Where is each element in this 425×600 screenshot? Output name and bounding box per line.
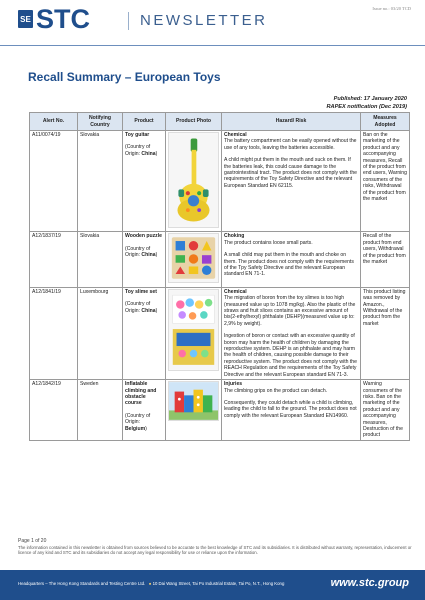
hazard-title: Chemical <box>224 288 247 295</box>
table-row <box>30 232 410 287</box>
header-divider <box>0 45 425 46</box>
notifying-country: Slovakia <box>78 131 123 232</box>
alert-no: A12/1842/19 <box>30 380 78 441</box>
stc-logo-mark: SE <box>18 10 33 28</box>
toy-slime-set-photo <box>168 289 219 371</box>
hazard-consequence: Ingestion of boron or contact with an excessive quantity of boron may harm the health of children by damaging the reproductive system. DEHP is an phthalate and may harm the health of children, causing possible damage to their reproductive system. The product does not comply with the REACH Regulation and the requirements of the Toy Safety Directive and the relevant European standard EN 71-3. <box>224 333 357 378</box>
header-notifying-country: Notifying Country <box>78 113 123 131</box>
headquarters: Headquarters – The Hong Kong Standards and Testing Centre Ltd. <box>18 581 146 586</box>
published-date: Published: 17 January 2020 <box>333 96 407 102</box>
website-link[interactable]: www.stc.group <box>330 577 409 589</box>
product-photo-cell <box>166 380 222 441</box>
notifying-country: Sweden <box>78 380 123 441</box>
wooden-puzzle-photo <box>168 233 219 283</box>
product-photo-cell <box>166 232 222 287</box>
hazard-consequence: A child might put them in the mouth and suck on them. If the batteries leak, this could cause damage to the gastrointestinal tract. The product does not comply with the requirements of the Toy Safety Directive and the relevant European Standard EN 62115. <box>224 157 357 189</box>
product-name: Inflatable climbing and obstacle course <box>125 381 157 407</box>
product-name: Wooden puzzle <box>125 233 162 240</box>
page-title: Recall Summary – European Toys <box>28 70 221 84</box>
measures-adopted: Warning consumers of the risks. Ban on the marketing of the product and any accompanying measures, Destruction of the product <box>361 380 410 441</box>
country-of-origin: (Country of Origin: China) <box>125 144 158 157</box>
product-cell <box>123 232 166 287</box>
measures-adopted: Recall of the product from end users, Withdrawal of the product from the market <box>361 232 410 287</box>
section-title: NEWSLETTER <box>140 12 268 29</box>
product-name: Toy guitar <box>125 132 150 138</box>
alert-no: A12/1841/19 <box>30 287 78 379</box>
logo-divider <box>128 12 129 30</box>
measures-adopted: Ban on the marketing of the product and any accompanying measures, Recall of the product from end users, Warning consumers of the risks, Withdrawal of the product from the market <box>361 131 410 232</box>
recall-table <box>29 112 410 441</box>
stc-logo-text: STC <box>36 4 90 34</box>
hazard-cell <box>222 131 361 232</box>
issue-number: Issue no.: 03/20 TCD <box>372 6 411 11</box>
product-photo-cell <box>166 287 222 379</box>
product-name: Toy slime set <box>125 288 157 295</box>
inflatable-climbing-course-photo <box>168 381 219 421</box>
country-of-origin: (Country of Origin: China) <box>125 245 158 259</box>
address: 10 Dai Wang Street, Tai Po Industrial Estate, Tai Po, N.T., Hong Kong <box>152 581 285 586</box>
header-hazard-risk: Hazard/ Risk <box>222 113 361 131</box>
header-alert-no: Alert No. <box>30 113 78 131</box>
product-cell <box>123 287 166 379</box>
country-of-origin: (Country of Origin: Belgium) <box>125 412 151 432</box>
footer-contact <box>18 581 284 586</box>
alert-no: A12/1837/19 <box>30 232 78 287</box>
hazard-description: The climbing grips on the product can detach. <box>224 387 328 394</box>
header-measures-adopted: Measures Adopted <box>361 113 410 131</box>
notifying-country: Slovakia <box>78 232 123 287</box>
footer-bar <box>0 570 425 600</box>
hazard-cell <box>222 232 361 287</box>
hazard-consequence: A small child may put them in the mouth and choke on them. The product does not comply with the requirements of the Tpy Safety Directive and the relevant European standard EN 71-1. <box>224 252 354 278</box>
measures-adopted: This product listing was removed by Amazon., Withdrawal of the product from the market <box>361 287 410 379</box>
header-product-photo: Product Photo <box>166 113 222 131</box>
publication-info <box>326 96 407 111</box>
location-pin-icon: ● <box>148 581 152 586</box>
product-cell <box>123 380 166 441</box>
rapex-source: RAPEX notification (Dec 2019) <box>326 103 407 110</box>
table-header-row <box>30 113 410 131</box>
hazard-consequence: Consequently, they could detach while a child is climbing, leading the child to fall to the ground. The product does not comply with the relevant European Standard EN14960. <box>224 399 357 419</box>
hazard-title: Chemical <box>224 132 247 138</box>
newsletter-header <box>0 0 425 40</box>
hazard-cell <box>222 380 361 441</box>
hazard-title: Choking <box>224 233 245 240</box>
disclaimer: The information contained in this newsletter is obtained from sources believed to be accurate to the best knowledge of STC and its subsidiaries. It is distributed without warranty, representation, inducement or licence of any kind and STC and its subsidiaries do not accept any legal responsibility for use or reliance upon the information. <box>18 545 412 556</box>
country-of-origin: (Country of Origin: China) <box>125 301 158 314</box>
hazard-title: Injuries <box>224 381 243 388</box>
hazard-description: The product contains loose small parts. <box>224 239 313 246</box>
notifying-country: Luxembourg <box>78 287 123 379</box>
product-cell <box>123 131 166 232</box>
header-product: Product <box>123 113 166 131</box>
hazard-description: The battery compartment can be easily opened without the use of any tools, leaving the batteries accessible. <box>224 138 357 151</box>
product-photo-cell <box>166 131 222 232</box>
toy-guitar-photo <box>168 132 219 228</box>
hazard-description: The migration of boron from the toy slimes is too high (measured value up to 1078 mg/kg). Also the plastic of the straws and fruit slices contains an excessive amount of bis(2-ethylhexyl) phthalate (DEHP)(measured value up to: 2,9% by weight). <box>224 295 356 327</box>
alert-no: A11/0074/19 <box>30 131 78 232</box>
page-number: Page 1 of 20 <box>18 538 47 544</box>
table-row <box>30 380 410 441</box>
table-row <box>30 131 410 232</box>
table-row <box>30 287 410 379</box>
hazard-cell <box>222 287 361 379</box>
